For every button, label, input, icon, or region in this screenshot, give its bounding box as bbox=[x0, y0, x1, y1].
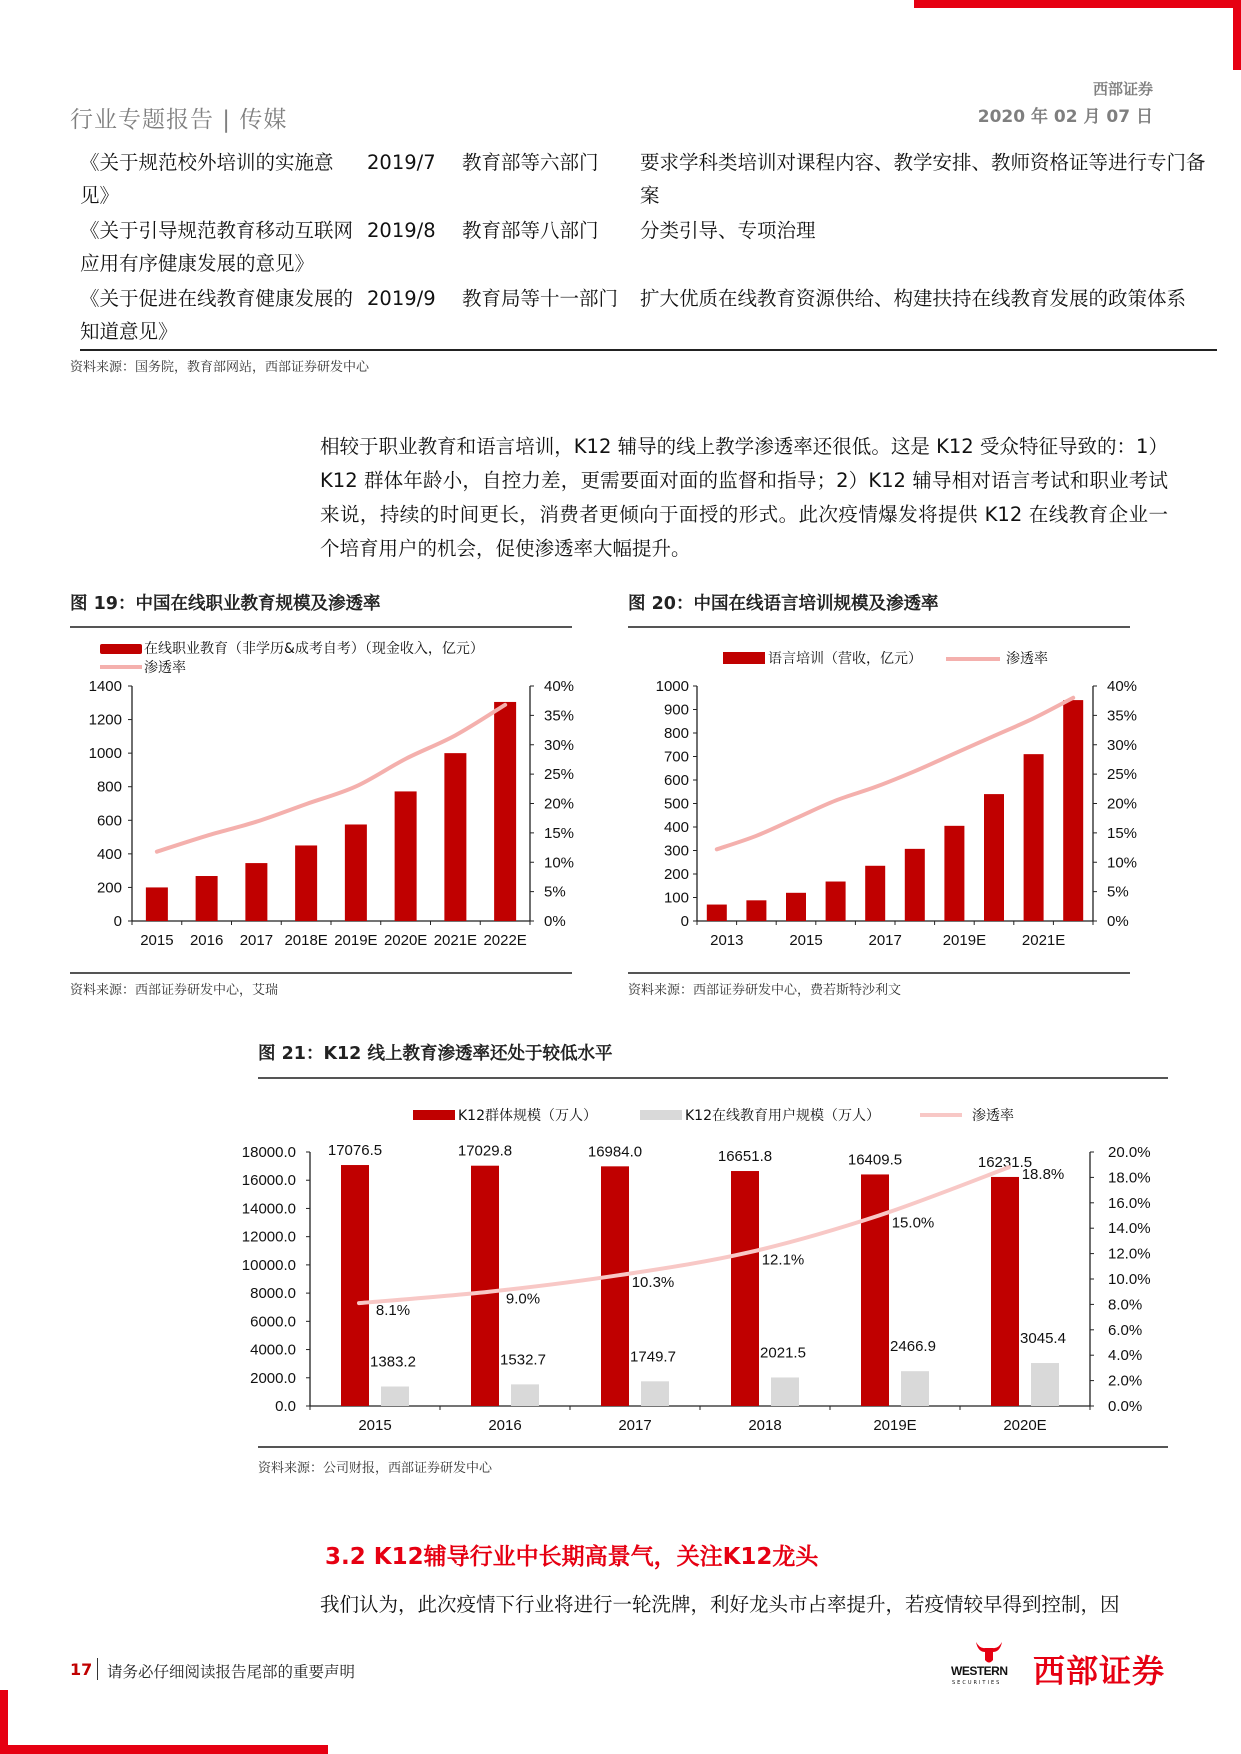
section-heading: 3.2 K12辅导行业中长期高景气，关注K12龙头 bbox=[325, 1544, 819, 1570]
svg-text:16231.5: 16231.5 bbox=[977, 1153, 1033, 1171]
svg-text:30%: 30% bbox=[544, 736, 575, 754]
svg-text:12000.0: 12000.0 bbox=[241, 1228, 296, 1246]
svg-text:16.0%: 16.0% bbox=[1108, 1194, 1151, 1212]
svg-text:2017: 2017 bbox=[618, 1417, 652, 1434]
svg-text:17029.8: 17029.8 bbox=[457, 1142, 513, 1160]
svg-text:2015: 2015 bbox=[789, 932, 823, 949]
figure-19-title: 图 19：中国在线职业教育规模及渗透率 bbox=[70, 594, 381, 614]
svg-text:0%: 0% bbox=[1107, 913, 1129, 930]
header-company: 西部证券 bbox=[1092, 80, 1153, 98]
svg-text:10.3%: 10.3% bbox=[631, 1274, 675, 1292]
corner-mark-top bbox=[914, 0, 1241, 8]
svg-text:16000.0: 16000.0 bbox=[241, 1172, 296, 1190]
page-number: 17 bbox=[70, 1660, 93, 1679]
footer-disclaimer: 请务必仔细阅读报告尾部的重要声明 bbox=[107, 1663, 356, 1681]
svg-text:2020E: 2020E bbox=[1003, 1417, 1047, 1434]
svg-text:20%: 20% bbox=[1107, 795, 1138, 813]
svg-text:40%: 40% bbox=[1107, 678, 1138, 695]
svg-text:渗透率: 渗透率 bbox=[1006, 651, 1048, 667]
svg-text:0: 0 bbox=[113, 913, 122, 930]
svg-text:10%: 10% bbox=[1107, 854, 1138, 872]
svg-text:8.1%: 8.1% bbox=[375, 1302, 411, 1320]
svg-text:2017: 2017 bbox=[239, 932, 274, 949]
svg-text:2017: 2017 bbox=[868, 932, 902, 949]
footer-separator bbox=[97, 1658, 98, 1680]
figure-21-rule bbox=[258, 1077, 1168, 1079]
svg-text:12.0%: 12.0% bbox=[1108, 1245, 1151, 1263]
policy-issuer: 教育部等八部门 bbox=[462, 219, 599, 242]
svg-text:500: 500 bbox=[663, 795, 689, 813]
svg-text:10%: 10% bbox=[544, 854, 575, 872]
figure-19-rule bbox=[70, 626, 572, 628]
policy-table bbox=[80, 146, 1217, 350]
policy-content: 要求学科类培训对课程内容、教学安排、教师资格证等进行专门备案 bbox=[640, 151, 1206, 207]
svg-text:200: 200 bbox=[96, 879, 122, 897]
svg-text:8.0%: 8.0% bbox=[1108, 1296, 1143, 1314]
svg-text:1383.2: 1383.2 bbox=[370, 1353, 416, 1371]
svg-text:14.0%: 14.0% bbox=[1108, 1220, 1151, 1238]
svg-text:6.0%: 6.0% bbox=[1108, 1321, 1143, 1339]
policy-date: 2019/8 bbox=[367, 219, 436, 242]
table-row bbox=[80, 146, 1217, 214]
svg-text:2021E: 2021E bbox=[1021, 932, 1066, 949]
figure-21-source: 资料来源：公司财报，西部证券研发中心 bbox=[258, 1461, 493, 1476]
figure-19-bottom-rule bbox=[70, 972, 572, 974]
svg-text:1749.7: 1749.7 bbox=[630, 1348, 676, 1366]
svg-text:8000.0: 8000.0 bbox=[250, 1285, 296, 1303]
logo-text-en-sub: SECURITIES bbox=[952, 1680, 1002, 1686]
svg-text:2019E: 2019E bbox=[873, 1417, 917, 1434]
svg-text:15%: 15% bbox=[544, 824, 575, 842]
figure-21-bottom-rule bbox=[258, 1446, 1168, 1448]
policy-name: 《关于促进在线教育健康发展的知道意见》 bbox=[80, 287, 354, 343]
svg-text:25%: 25% bbox=[1107, 766, 1138, 784]
svg-text:800: 800 bbox=[96, 778, 122, 796]
svg-text:1000: 1000 bbox=[88, 745, 122, 763]
svg-text:在线职业教育（非学历&成考自考）（现金收入，亿元）: 在线职业教育（非学历&成考自考）（现金收入，亿元） bbox=[144, 641, 484, 657]
svg-text:1532.7: 1532.7 bbox=[500, 1351, 546, 1369]
svg-text:6000.0: 6000.0 bbox=[250, 1313, 296, 1331]
svg-text:2018E: 2018E bbox=[284, 932, 328, 949]
svg-text:0.0%: 0.0% bbox=[1108, 1398, 1143, 1415]
svg-text:2020E: 2020E bbox=[383, 932, 428, 949]
report-date: 2020 年 02 月 07 日 bbox=[977, 107, 1153, 127]
policy-name: 《关于引导规范教育移动互联网应用有序健康发展的意见》 bbox=[80, 219, 354, 275]
svg-text:渗透率: 渗透率 bbox=[972, 1108, 1014, 1124]
svg-text:16651.8: 16651.8 bbox=[717, 1148, 773, 1166]
svg-text:2021.5: 2021.5 bbox=[760, 1344, 806, 1362]
svg-text:1200: 1200 bbox=[88, 711, 122, 729]
svg-text:40%: 40% bbox=[544, 678, 575, 695]
svg-text:900: 900 bbox=[663, 701, 689, 719]
svg-text:18.0%: 18.0% bbox=[1108, 1169, 1151, 1187]
svg-text:2018: 2018 bbox=[748, 1417, 782, 1434]
figure-20-rule bbox=[628, 626, 1130, 628]
svg-text:2022E: 2022E bbox=[483, 932, 527, 949]
svg-text:16409.5: 16409.5 bbox=[847, 1151, 903, 1169]
svg-text:35%: 35% bbox=[1107, 707, 1138, 725]
policy-content: 扩大优质在线教育资源供给、构建扶持在线教育发展的政策体系 bbox=[640, 287, 1187, 310]
corner-mark-top-vertical bbox=[1233, 0, 1241, 70]
body-paragraph: 相较于职业教育和语言培训，K12 辅导的线上教学渗透率还很低。这是 K12 受众特征导致的：1）K12 群体年龄小，自控力差，更需要面对面的监督和指导；2）K12 辅导相对语言考试和职业考试来说，持续的时间更长，消费者更倾向于面授的形式。此次疫情爆发将提供 K12 在线教育企业一个培育用户的机会，促使渗透率大幅提升。 bbox=[320, 435, 1168, 560]
policy-date: 2019/7 bbox=[367, 151, 436, 174]
figure-20-bottom-rule bbox=[628, 972, 1130, 974]
svg-text:15.0%: 15.0% bbox=[891, 1214, 935, 1232]
svg-text:25%: 25% bbox=[544, 766, 575, 784]
svg-text:15%: 15% bbox=[1107, 824, 1138, 842]
policy-content: 分类引导、专项治理 bbox=[640, 219, 816, 242]
policy-issuer: 教育局等十一部门 bbox=[462, 287, 619, 310]
svg-text:4000.0: 4000.0 bbox=[250, 1341, 296, 1359]
policy-issuer: 教育部等六部门 bbox=[462, 151, 599, 174]
svg-text:20%: 20% bbox=[544, 795, 575, 813]
svg-text:2013: 2013 bbox=[710, 932, 744, 949]
svg-text:16984.0: 16984.0 bbox=[587, 1143, 643, 1161]
svg-text:5%: 5% bbox=[544, 883, 566, 901]
svg-text:10000.0: 10000.0 bbox=[241, 1256, 296, 1274]
svg-text:600: 600 bbox=[663, 772, 689, 789]
svg-text:18.8%: 18.8% bbox=[1021, 1166, 1065, 1184]
section-paragraph: 我们认为，此次疫情下行业将进行一轮洗牌，利好龙头市占率提升，若疫情较早得到控制，因 bbox=[320, 1593, 1120, 1616]
table-row bbox=[80, 282, 1217, 350]
policy-name: 《关于规范校外培训的实施意见》 bbox=[80, 151, 334, 207]
svg-text:2016: 2016 bbox=[488, 1417, 522, 1434]
svg-text:0.0: 0.0 bbox=[275, 1398, 296, 1415]
svg-text:3045.4: 3045.4 bbox=[1020, 1330, 1066, 1348]
svg-text:K12群体规模（万人）: K12群体规模（万人） bbox=[458, 1108, 597, 1124]
figure-20-title: 图 20：中国在线语言培训规模及渗透率 bbox=[628, 594, 939, 614]
figure-19-source: 资料来源：西部证券研发中心，艾瑞 bbox=[70, 983, 279, 998]
svg-text:K12在线教育用户规模（万人）: K12在线教育用户规模（万人） bbox=[685, 1108, 880, 1124]
svg-text:18000.0: 18000.0 bbox=[241, 1144, 296, 1161]
svg-text:14000.0: 14000.0 bbox=[241, 1200, 296, 1218]
svg-text:300: 300 bbox=[663, 842, 689, 860]
svg-text:600: 600 bbox=[96, 812, 122, 830]
table-row bbox=[80, 214, 1217, 282]
report-type: 行业专题报告 | 传媒 bbox=[70, 107, 288, 133]
svg-text:4.0%: 4.0% bbox=[1108, 1347, 1143, 1365]
svg-text:800: 800 bbox=[663, 725, 689, 742]
corner-mark-bottom bbox=[0, 1745, 328, 1754]
svg-text:2466.9: 2466.9 bbox=[890, 1338, 936, 1356]
svg-text:2000.0: 2000.0 bbox=[250, 1369, 296, 1387]
table-source: 资料来源：国务院，教育部网站，西部证券研发中心 bbox=[70, 360, 370, 375]
svg-text:700: 700 bbox=[663, 748, 689, 766]
corner-mark-bottom-vertical bbox=[0, 1690, 8, 1754]
svg-text:17076.5: 17076.5 bbox=[327, 1142, 383, 1160]
svg-text:200: 200 bbox=[663, 866, 689, 883]
svg-text:2019E: 2019E bbox=[334, 932, 378, 949]
logo-text-en: WESTERN bbox=[951, 1664, 1008, 1678]
svg-text:5%: 5% bbox=[1107, 883, 1129, 901]
svg-text:2.0%: 2.0% bbox=[1108, 1372, 1143, 1390]
svg-text:渗透率: 渗透率 bbox=[144, 660, 186, 676]
svg-text:1000: 1000 bbox=[655, 678, 689, 695]
svg-text:2021E: 2021E bbox=[433, 932, 478, 949]
table-bottom-rule bbox=[80, 349, 1217, 351]
svg-text:0: 0 bbox=[680, 913, 689, 930]
svg-text:20.0%: 20.0% bbox=[1108, 1144, 1151, 1161]
svg-text:1400: 1400 bbox=[88, 678, 122, 695]
figure-21-title: 图 21：K12 线上教育渗透率还处于较低水平 bbox=[258, 1044, 613, 1064]
svg-text:2019E: 2019E bbox=[942, 932, 987, 949]
svg-text:2015: 2015 bbox=[140, 932, 174, 949]
svg-text:0%: 0% bbox=[544, 913, 566, 930]
svg-text:2015: 2015 bbox=[358, 1417, 392, 1434]
svg-text:10.0%: 10.0% bbox=[1108, 1271, 1151, 1288]
policy-date: 2019/9 bbox=[367, 287, 436, 310]
figure-20-source: 资料来源：西部证券研发中心，费若斯特沙利文 bbox=[628, 983, 902, 998]
svg-text:9.0%: 9.0% bbox=[505, 1290, 541, 1308]
svg-text:400: 400 bbox=[663, 819, 689, 836]
svg-text:12.1%: 12.1% bbox=[761, 1251, 805, 1269]
logo-text-cn: 西部证券 bbox=[1033, 1652, 1166, 1690]
svg-text:语言培训（营收，亿元）: 语言培训（营收，亿元） bbox=[768, 651, 922, 667]
svg-text:2016: 2016 bbox=[189, 932, 224, 949]
svg-text:35%: 35% bbox=[544, 707, 575, 725]
svg-text:400: 400 bbox=[96, 845, 122, 863]
svg-text:100: 100 bbox=[663, 889, 689, 907]
svg-text:30%: 30% bbox=[1107, 736, 1138, 754]
